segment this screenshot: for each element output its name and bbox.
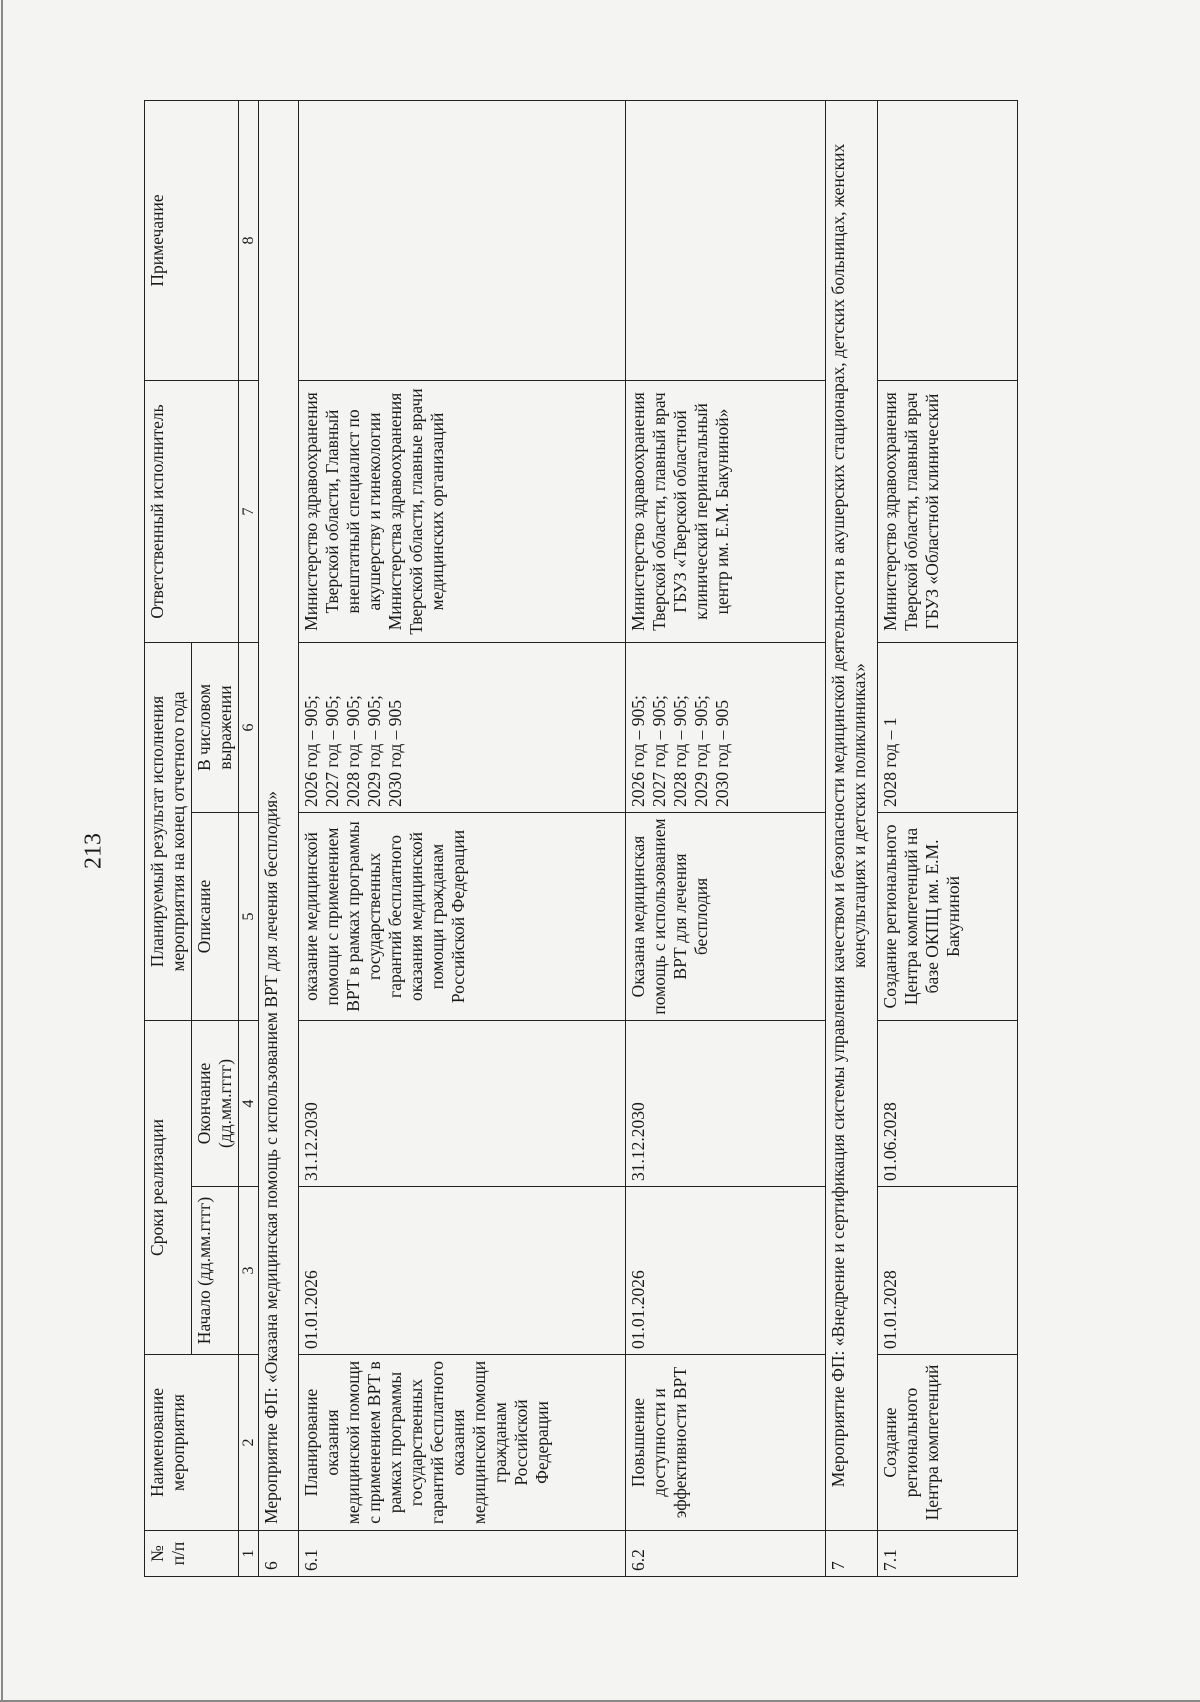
table-row [299,100,626,1576]
header-end: Окончание (дд.мм.гггг) [192,1020,239,1186]
start-date: 01.01.2028 [878,1187,1018,1355]
activity-name: Повышение доступности и эффективности ВРТ [626,1355,826,1531]
note [299,100,626,380]
table-row [878,100,1018,1576]
start-date: 01.01.2026 [299,1187,626,1355]
section-num: 6 [259,1531,299,1577]
column-number: 8 [239,100,259,380]
column-number: 4 [239,1020,259,1186]
result-description: Создание регионального Центра компетенций на базе ОКПЦ им. Е.М. Бакуниной [878,812,1018,1020]
header-responsible: Ответственный исполнитель [145,380,239,642]
header-terms: Сроки реализации [145,1020,192,1354]
section-row-7 [826,100,878,1576]
column-number: 2 [239,1355,259,1531]
numeric-line: 2027 год – 905; [649,695,670,807]
table-row [626,100,826,1576]
result-numeric [626,642,826,812]
scan-edge-left [1,0,3,1702]
end-date: 01.06.2028 [878,1020,1018,1186]
numeric-line: 2030 год – 905 [712,699,733,807]
numeric-line: 2029 год – 905; [364,695,385,807]
responsible: Министерство здравоохранения Тверской области, Главный внештатный специалист по акушерству и гинекологии Министерства здравоохранения Тверской области, главные врачи медицинских организаций [299,380,626,642]
numeric-line: 2027 год – 905; [322,695,343,807]
header-description: Описание [192,812,239,1020]
section-title: Мероприятие ФП: «Оказана медицинская помощь с использованием ВРТ для лечения бесплодия» [259,100,299,1530]
header-num: № п/п [145,1531,239,1577]
responsible: Министерство здравоохранения Тверской области, главный врач ГБУЗ «Областной клинический [878,380,1018,642]
numeric-line: 2026 год – 905; [628,695,649,807]
result-description: Оказана медицинская помощь с использованием ВРТ для лечения бесплодия [626,812,826,1020]
result-numeric [878,642,1018,812]
activities-table [144,100,1018,1577]
header-note: Примечание [145,100,239,380]
row-num: 7.1 [878,1531,1018,1577]
column-number: 6 [239,642,259,812]
column-number: 3 [239,1187,259,1355]
column-number: 7 [239,380,259,642]
row-num: 6.2 [626,1531,826,1577]
row-num: 6.1 [299,1531,626,1577]
header-name: Наименование мероприятия [145,1355,239,1531]
end-date: 31.12.2030 [299,1020,626,1186]
numeric-line: 2026 год – 905; [301,695,322,807]
responsible: Министерство здравоохранения Тверской области, главный врач ГБУЗ «Тверской областной клинический перинатальный центр им. Е.М. Бакуниной» [626,380,826,642]
numeric-line: 2029 год – 905; [691,695,712,807]
numeric-line: 2028 год – 1 [880,717,901,807]
column-numbers-row [239,100,259,1576]
start-date: 01.01.2026 [626,1187,826,1355]
section-row-6 [259,100,299,1576]
page-number: 213 [80,833,107,869]
column-number: 1 [239,1531,259,1577]
note [626,100,826,380]
result-numeric [299,642,626,812]
rotated-table-wrapper [144,101,1056,1577]
numeric-line: 2028 год – 905; [343,695,364,807]
note [878,100,1018,380]
activity-name: Создание регионального Центра компетенций [878,1355,1018,1531]
header-result: Планируемый результат исполнения мероприятия на конец отчетного года [145,642,192,1020]
section-num: 7 [826,1531,878,1577]
section-title: Мероприятие ФП: «Внедрение и сертификация системы управления качеством и безопасности медицинской деятельности в акушерских стационарах, детских больницах, женских консультациях и детских поликлиниках» [826,100,878,1530]
activity-name: Планирование оказания медицинской помощи с применением ВРТ в рамках программы государственных гарантий бесплатного оказания медицинской помощи гражданам Российской Федерации [299,1355,626,1531]
numeric-line: 2030 год – 905 [385,699,406,807]
result-description: оказание медицинской помощи с применением ВРТ в рамках программы государственных гарантий бесплатного оказания медицинской помощи гражданам Российской Федерации [299,812,626,1020]
header-start: Начало (дд.мм.гггг) [192,1187,239,1355]
end-date: 31.12.2030 [626,1020,826,1186]
column-number: 5 [239,812,259,1020]
numeric-line: 2028 год – 905; [670,695,691,807]
header-numeric: В числовом выражении [192,642,239,812]
